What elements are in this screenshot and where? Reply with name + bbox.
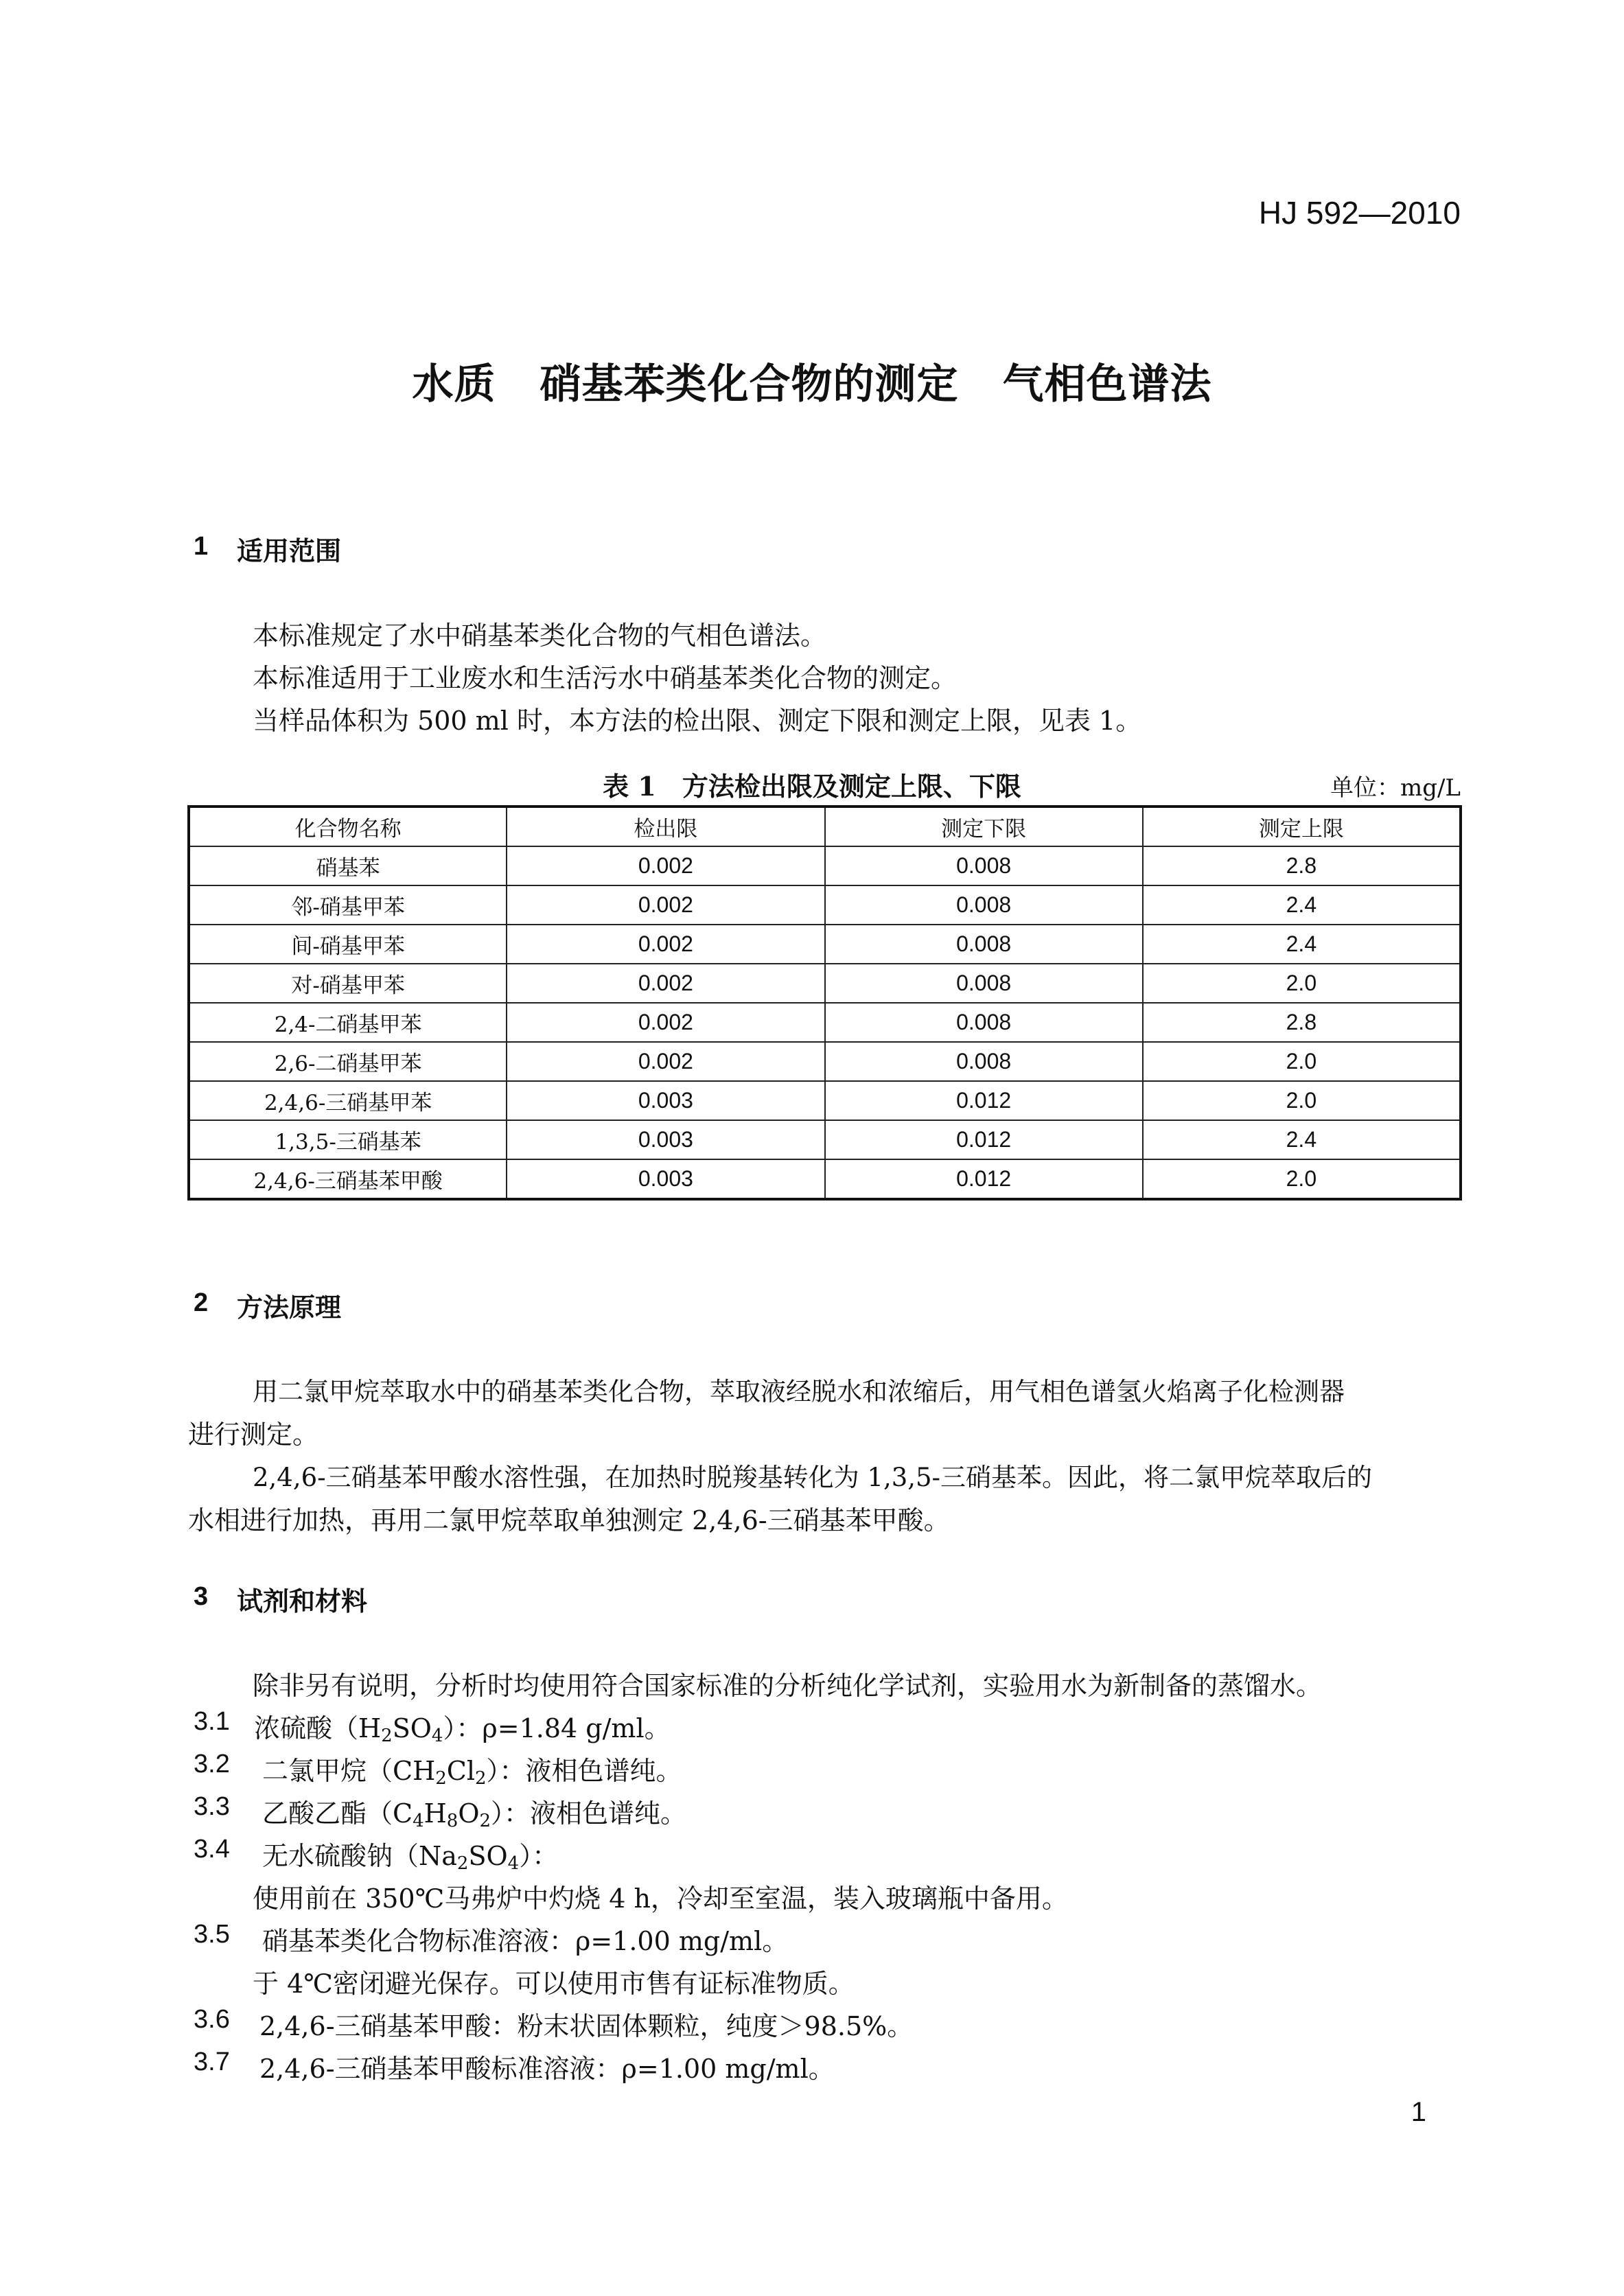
table-unit: 单位：mg/L	[1330, 774, 1461, 802]
section-3-number: 3	[194, 1582, 209, 1611]
lower-limit-cell: 0.008	[825, 964, 1143, 1003]
compound-name-cell: 间-硝基甲苯	[189, 925, 507, 964]
item-text	[262, 1750, 682, 1789]
compound-name-cell: 2,4,6-三硝基甲苯	[189, 1081, 507, 1120]
item-text-part: ）：	[519, 1841, 559, 1871]
item-text-part: SO	[392, 1713, 432, 1743]
lower-limit-cell: 0.012	[825, 1081, 1143, 1120]
detection-limit-cell: 0.002	[507, 846, 824, 885]
lower-limit-cell: 0.008	[825, 925, 1143, 964]
compound-name-cell: 2,4-二硝基甲苯	[189, 1003, 507, 1042]
lower-limit-cell: 0.008	[825, 1042, 1143, 1081]
upper-limit-cell: 2.0	[1143, 1081, 1461, 1120]
column-header: 测定下限	[825, 807, 1143, 846]
table-caption: 表 1 方法检出限及测定上限、下限	[603, 771, 1021, 802]
subscript: 2	[435, 1768, 447, 1789]
upper-limit-cell: 2.0	[1143, 1042, 1461, 1081]
column-header: 检出限	[507, 807, 824, 846]
item-number: 3.2	[194, 1750, 230, 1778]
detection-limit-cell: 0.002	[507, 1042, 824, 1081]
subscript: 4	[431, 1726, 443, 1746]
limits-table	[187, 805, 1462, 1201]
compound-name-cell: 对-硝基甲苯	[189, 964, 507, 1003]
section-1-title: 适用范围	[237, 535, 342, 566]
table-row	[189, 1042, 1461, 1081]
upper-limit-cell: 2.8	[1143, 846, 1461, 885]
item-text-part: H	[424, 1798, 447, 1829]
item-number: 3.5	[194, 1920, 230, 1949]
upper-limit-cell: 2.8	[1143, 1003, 1461, 1042]
compound-name-cell: 1,3,5-三硝基苯	[189, 1120, 507, 1159]
page-number: 1	[1411, 2097, 1426, 2127]
item-number: 3.7	[194, 2048, 230, 2076]
detection-limit-cell: 0.003	[507, 1159, 824, 1199]
table-row	[189, 1120, 1461, 1159]
table-row	[189, 1081, 1461, 1120]
item-text-part: ）：液相色谱纯。	[486, 1756, 682, 1786]
item-number: 3.1	[194, 1707, 230, 1736]
item-text-part: ）：液相色谱纯。	[491, 1798, 687, 1829]
section-1-paragraph: 本标准适用于工业废水和生活污水中硝基苯类化合物的测定。	[253, 663, 958, 693]
detection-limit-cell: 0.002	[507, 925, 824, 964]
lower-limit-cell: 0.008	[825, 885, 1143, 925]
item-text-part: O	[458, 1798, 480, 1829]
upper-limit-cell: 2.4	[1143, 1120, 1461, 1159]
lower-limit-cell: 0.012	[825, 1159, 1143, 1199]
column-header: 测定上限	[1143, 807, 1461, 846]
column-header: 化合物名称	[189, 807, 507, 846]
section-2-number: 2	[194, 1288, 209, 1317]
item-text	[262, 1835, 558, 1874]
item-text-part: 二氯甲烷（CH	[262, 1756, 436, 1786]
subscript: 4	[507, 1853, 520, 1874]
upper-limit-cell: 2.4	[1143, 925, 1461, 964]
item-number: 3.4	[194, 1835, 230, 1864]
section-1-paragraph: 当样品体积为 500 ml 时，本方法的检出限、测定下限和测定上限，见表 1。	[253, 706, 1142, 736]
item-text-part: SO	[468, 1841, 508, 1871]
lower-limit-cell: 0.008	[825, 1003, 1143, 1042]
item-text-part: 乙酸乙酯（C	[262, 1798, 413, 1829]
table-header-row	[189, 807, 1461, 846]
item-number: 3.3	[194, 1792, 230, 1821]
table-row	[189, 925, 1461, 964]
title-part-2: 硝基苯类化合物的测定	[540, 360, 959, 408]
lower-limit-cell: 0.012	[825, 1120, 1143, 1159]
title-part-3: 气相色谱法	[1002, 360, 1212, 408]
section-2-paragraph: 水相进行加热，再用二氯甲烷萃取单独测定 2,4,6-三硝基苯甲酸。	[188, 1505, 950, 1535]
section-2-title: 方法原理	[237, 1292, 342, 1323]
detection-limit-cell: 0.002	[507, 885, 824, 925]
table-row	[189, 1003, 1461, 1042]
item-text-part: 浓硫酸（H	[254, 1713, 382, 1743]
section-2-paragraph: 用二氯甲烷萃取水中的硝基苯类化合物，萃取液经脱水和浓缩后，用气相色谱氢火焰离子化检测器	[253, 1377, 1345, 1406]
item-text: 2,4,6-三硝基苯甲酸标准溶液：ρ=1.00 mg/ml。	[259, 2054, 835, 2084]
item-text: 硝基苯类化合物标准溶液：ρ=1.00 mg/ml。	[262, 1926, 789, 1956]
subscript: 4	[413, 1811, 424, 1831]
section-2-paragraph: 进行测定。	[188, 1419, 319, 1450]
compound-name-cell: 2,6-二硝基甲苯	[189, 1042, 507, 1081]
item-note: 使用前在 350℃马弗炉中灼烧 4 h，冷却至室温，装入玻璃瓶中备用。	[253, 1883, 1068, 1914]
compound-name-cell: 邻-硝基甲苯	[189, 885, 507, 925]
lower-limit-cell: 0.008	[825, 846, 1143, 885]
section-1-paragraph: 本标准规定了水中硝基苯类化合物的气相色谱法。	[253, 621, 827, 651]
item-text: 2,4,6-三硝基苯甲酸：粉末状固体颗粒，纯度＞98.5%。	[259, 2011, 914, 2041]
upper-limit-cell: 2.0	[1143, 964, 1461, 1003]
detection-limit-cell: 0.002	[507, 964, 824, 1003]
subscript: 2	[479, 1811, 491, 1831]
compound-name-cell: 2,4,6-三硝基苯甲酸	[189, 1159, 507, 1199]
document-title	[0, 351, 1624, 410]
table-row	[189, 846, 1461, 885]
item-text-part: 无水硫酸钠（Na	[262, 1841, 457, 1871]
subscript: 2	[381, 1726, 393, 1746]
subscript: 8	[446, 1811, 459, 1831]
section-2-paragraph: 2,4,6-三硝基苯甲酸水溶性强，在加热时脱羧基转化为 1,3,5-三硝基苯。因此，将二氯甲烷萃取后的	[253, 1463, 1373, 1492]
item-text	[254, 1707, 671, 1746]
detection-limit-cell: 0.003	[507, 1081, 824, 1120]
section-1-number: 1	[194, 532, 209, 561]
upper-limit-cell: 2.0	[1143, 1159, 1461, 1199]
item-text-part: Cl	[446, 1756, 475, 1786]
detection-limit-cell: 0.003	[507, 1120, 824, 1159]
upper-limit-cell: 2.4	[1143, 885, 1461, 925]
table-row	[189, 1159, 1461, 1199]
item-number: 3.6	[194, 2005, 230, 2034]
subscript: 2	[456, 1853, 469, 1874]
table-row	[189, 885, 1461, 925]
item-text-part: ）：ρ=1.84 g/ml。	[443, 1713, 671, 1743]
detection-limit-cell: 0.002	[507, 1003, 824, 1042]
subscript: 2	[475, 1768, 487, 1789]
item-note: 于 4℃密闭避光保存。可以使用市售有证标准物质。	[253, 1969, 855, 1999]
section-3-intro: 除非另有说明，分析时均使用符合国家标准的分析纯化学试剂，实验用水为新制备的蒸馏水。	[253, 1671, 1323, 1701]
section-3-title: 试剂和材料	[237, 1586, 368, 1616]
standard-code: HJ 592—2010	[1258, 195, 1461, 231]
table-row	[189, 964, 1461, 1003]
title-part-1: 水质	[412, 360, 496, 408]
item-text	[262, 1792, 686, 1831]
compound-name-cell: 硝基苯	[189, 846, 507, 885]
